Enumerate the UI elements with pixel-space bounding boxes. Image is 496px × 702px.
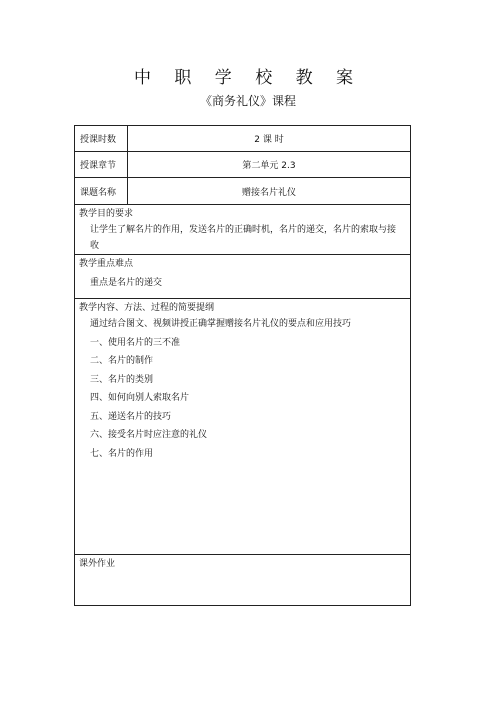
- page-title: 中 职 学 校 教 案: [133, 68, 363, 88]
- key-points-text: 重点是名片的递交: [90, 278, 163, 288]
- list-item: 三、名片的类别: [90, 374, 154, 385]
- hours-row: [75, 126, 410, 152]
- homework-row: [75, 555, 410, 605]
- topic-label: 课题名称: [75, 178, 128, 204]
- goals-text: 让学生了解名片的作用，发送名片的正确时机，名片的递交，名片的索取与接收: [90, 225, 397, 251]
- topic-row: [75, 178, 410, 205]
- key-points-label: 教学重点难点: [79, 259, 134, 269]
- goals-label: 教学目的要求: [79, 209, 134, 219]
- hours-label: 授课时数: [75, 126, 128, 151]
- content-row: [75, 299, 410, 555]
- chapter-label: 授课章节: [75, 152, 128, 177]
- list-item: 六、接受名片时应注意的礼仪: [90, 430, 208, 440]
- list-item: 二、名片的制作: [90, 356, 154, 366]
- hours-value: 2 课 时: [254, 135, 284, 145]
- course-subtitle: 《商务礼仪》课程: [199, 94, 296, 108]
- list-item: 五、递送名片的技巧: [90, 411, 172, 422]
- key-points-row: [75, 255, 410, 299]
- content-outline: [90, 315, 351, 463]
- chapter-row: [75, 152, 410, 178]
- list-item: 一、使用名片的三不准: [90, 337, 181, 348]
- list-item: 七、名片的作用: [90, 448, 154, 459]
- lesson-plan-table: [74, 125, 411, 606]
- content-label: 教学内容、方法、过程的简要提纲: [79, 303, 215, 313]
- content-intro: 通过结合图文、视频讲授正确掌握赠接名片礼仪的要点和应用技巧: [90, 319, 352, 329]
- homework-label: 课外作业: [79, 559, 116, 569]
- goals-row: [75, 205, 410, 255]
- chapter-value: 第二单元 2.3: [242, 161, 296, 171]
- list-item: 四、如何向别人索取名片: [90, 393, 190, 403]
- topic-value: 赠接名片礼仪: [241, 187, 296, 198]
